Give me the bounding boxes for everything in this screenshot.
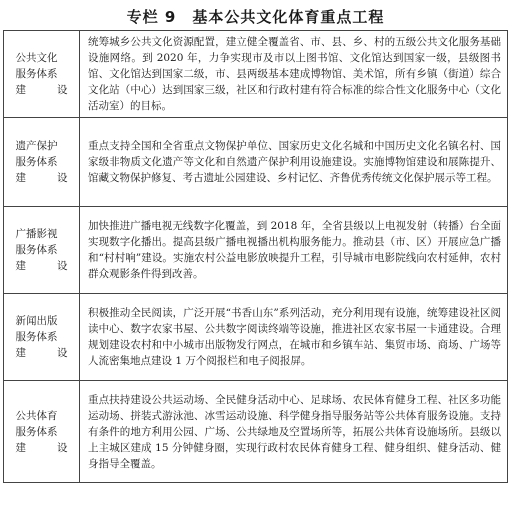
row-label-cell [4, 31, 80, 118]
table-row [4, 294, 508, 381]
row-label-cell [4, 294, 80, 381]
table-row [4, 31, 508, 118]
row-label: 公共文化服务体系建设 [15, 52, 68, 96]
row-content: 重点扶持建设公共运动场、全民健身活动中心、足球场、农民体育健身工程、社区多功能运动场、拼装式游泳池、冰雪运动设施、科学健身指导服务站等公共体育服务设施。支持有条件的地方利用公园、广场、公共绿地及空置场所等，拓展公共体育设施场所。县级以上主城区建成 15 分钟健身圈，实现行政村农民体育健身工程、健身组织、健身活动、健身指导全覆盖。 [80, 381, 508, 483]
row-label-cell [4, 381, 80, 483]
row-label: 公共体育服务体系建设 [15, 409, 68, 454]
table-row [4, 207, 508, 294]
row-label: 广播影视服务体系建设 [15, 228, 68, 272]
table-row [4, 381, 508, 483]
row-label-cell [4, 207, 80, 294]
row-content: 积极推动全民阅读，广泛开展“书香山东”系列活动，充分利用现有设施，统筹建设社区阅读中心、数字农家书屋、公共数字阅读终端等设施，推进社区农家书屋一卡通建设。合理规划建设农村和中小城市出版物发行网点，在城市和乡镇车站、集贸市场、商场、广场等人流密集地点建设 1 万个阅报栏和电子阅报屏。 [80, 294, 508, 381]
table-row [4, 118, 508, 207]
row-content: 重点支持全国和全省重点文物保护单位、国家历史文化名城和中国历史文化名镇名村、国家级非物质文化遗产等文化和自然遗产保护利用设施建设。实施博物馆建设和展陈提升、馆藏文物保护修复、考古遗址公园建设、乡村记忆、齐鲁优秀传统文化保护展示等工程。 [80, 118, 508, 207]
row-label-cell [4, 118, 80, 207]
column-title: 专栏 9 基本公共文化体育重点工程 [126, 8, 385, 26]
row-content: 统筹城乡公共文化资源配置，建立健全覆盖省、市、县、乡、村的五级公共文化服务基础设施网络。到 2020 年，力争实现市及市以上图书馆、文化馆达到国家一级，县级图书馆、文化馆达到国家二级，市、县两级基本建成博物馆、美术馆，所有乡镇（街道）综合文化站（中心）达到国家三级，社区和行政村建有符合标准的综合性文化服务中心（文化活动室）的目标。 [80, 31, 508, 118]
row-content: 加快推进广播电视无线数字化覆盖，到 2018 年，全省县级以上电视发射（转播）台全面实现数字化播出。提高县级广播电视播出机构服务能力。推动县（市、区）开展应急广播和“村村响”建设。实施农村公益电影放映提升工程，引导城市电影院线向农村延伸，农村群众观影条件得到改善。 [80, 207, 508, 294]
projects-table [3, 30, 508, 483]
row-label: 新闻出版服务体系建设 [15, 315, 68, 359]
row-label: 遗产保护服务体系建设 [15, 140, 68, 184]
